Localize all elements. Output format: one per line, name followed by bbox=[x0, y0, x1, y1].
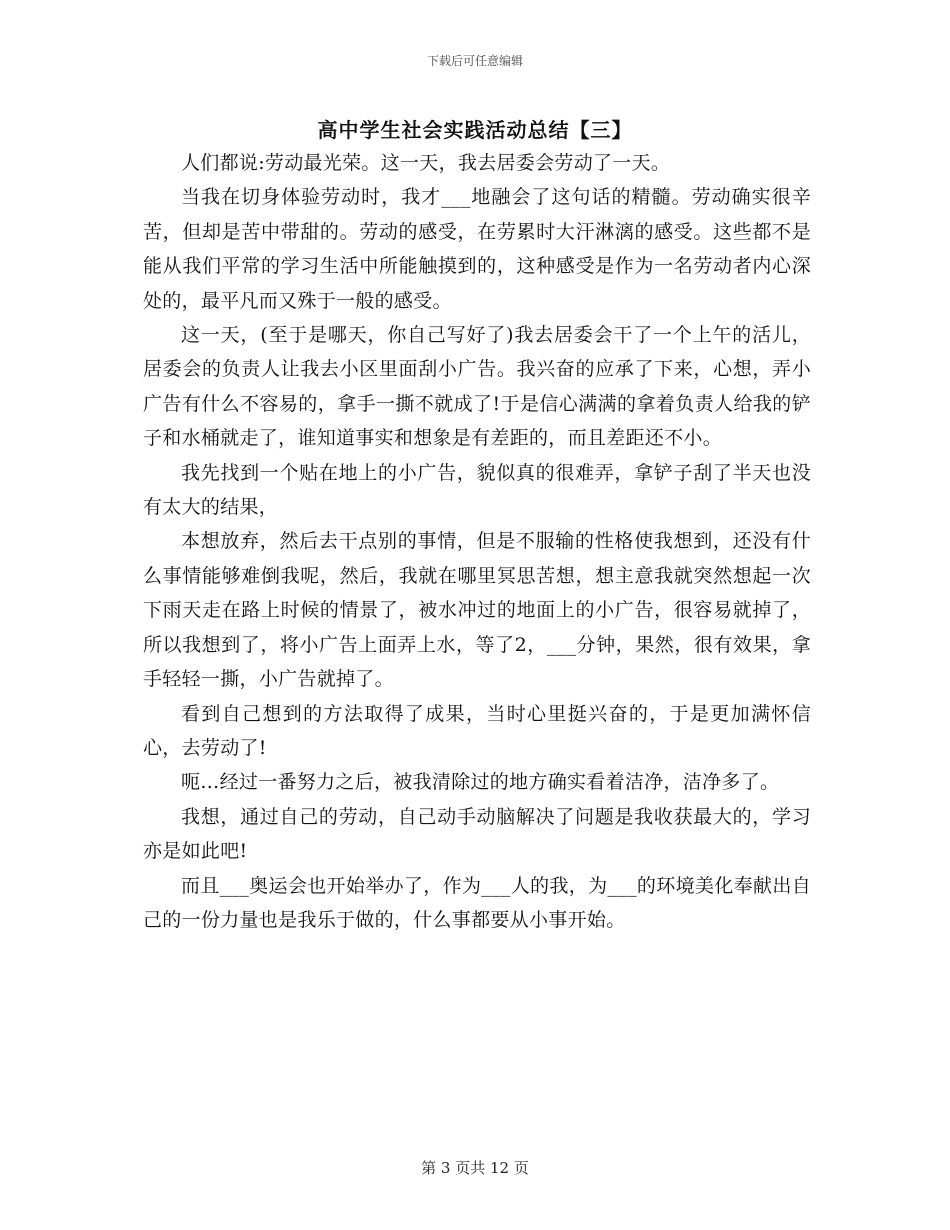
document-title: 高中学生社会实践活动总结【三】 bbox=[317, 118, 633, 142]
paragraph: 当我在切身体验劳动时，我才___地融会了这句话的精髓。劳动确实很辛苦，但却是苦中带甜的。劳动的感受，在劳累时大汗淋漓的感受。这些都不是能从我们平常的学习生活中所能触摸到的，这种感受是作为一名劳动者内心深处的，最平凡而又殊于一般的感受。 bbox=[143, 186, 811, 312]
paragraph: 我想，通过自己的劳动，自己动手动脑解决了问题是我收获最大的，学习亦是如此吧! bbox=[143, 805, 811, 863]
paragraph: 人们都说:劳动最光荣。这一天，我去居委会劳动了一天。 bbox=[181, 152, 671, 174]
paragraph: 这一天，(至于是哪天，你自己写好了)我去居委会干了一个上午的活儿，居委会的负责人让我去小区里面刮小广告。我兴奋的应承了下来，心想，弄小广告有什么不容易的，拿手一撕不就成了!于是信心满满的拿着负责人给我的铲子和水桶就走了，谁知道事实和想象是有差距的，而且差距还不小。 bbox=[143, 324, 811, 450]
paragraph: 而且___奥运会也开始举办了，作为___人的我，为___的环境美化奉献出自己的一份力量也是我乐于做的，什么事都要从小事开始。 bbox=[143, 874, 811, 931]
paragraph: 呃…经过一番努力之后，被我清除过的地方确实看着洁净，洁净多了。 bbox=[181, 771, 780, 794]
page-number: 第 3 页共 12 页 bbox=[421, 1159, 529, 1177]
document-body bbox=[143, 146, 811, 937]
header-note: 下载后可任意编辑 bbox=[426, 54, 523, 68]
paragraph: 本想放弃，然后去干点别的事情，但是不服输的性格使我想到，还没有什么事情能够难倒我呢，然后，我就在哪里冥思苦想，想主意我就突然想起一次下雨天走在路上时候的情景了，被水冲过的地面上的小广告，很容易就掉了，所以我想到了，将小广告上面弄上水，等了2，___分钟，果然，很有效果，拿手轻轻一撕，小广告就掉了。 bbox=[143, 530, 811, 691]
paragraph: 看到自己想到的方法取得了成果，当时心里挺兴奋的，于是更加满怀信心，去劳动了! bbox=[143, 702, 811, 759]
paragraph: 我先找到一个贴在地上的小广告，貌似真的很难弄，拿铲子刮了半天也没有太大的结果， bbox=[143, 461, 811, 519]
